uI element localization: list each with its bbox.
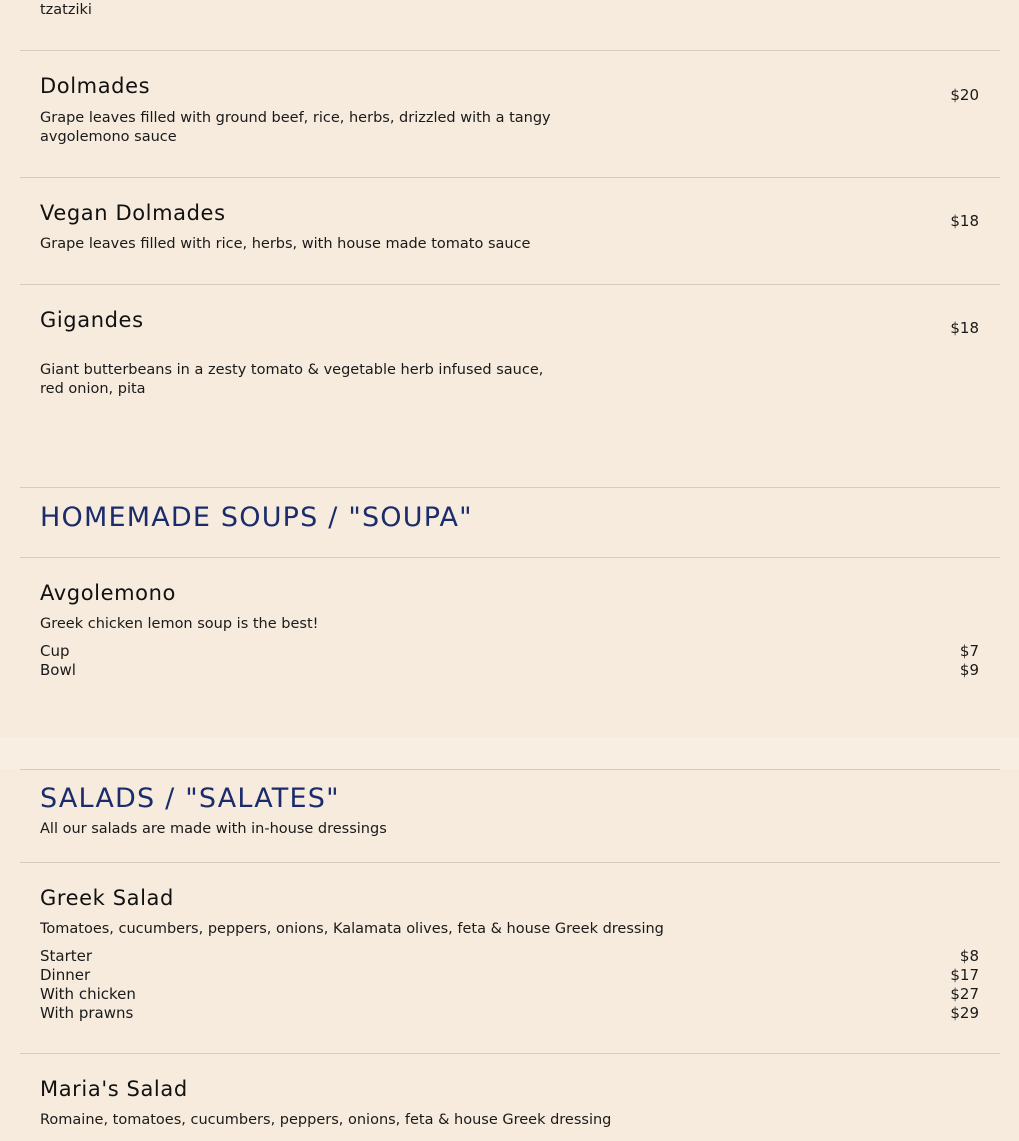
menu-item-description: Grape leaves filled with ground beef, rice, herbs, drizzled with a tangy avgolemono sauce xyxy=(40,110,551,145)
menu-item-title: Avgolemono xyxy=(40,581,176,605)
option-price: $29 xyxy=(950,1004,979,1022)
option-price: $9 xyxy=(959,661,979,679)
option-label: Starter xyxy=(40,947,93,965)
menu-item-description: Grape leaves filled with rice, herbs, with house made tomato sauce xyxy=(40,236,531,252)
section-heading-soups: HOMEMADE SOUPS / "SOUPA" xyxy=(40,502,473,533)
menu-item-title: Gigandes xyxy=(40,308,144,332)
option-label: With prawns xyxy=(40,1004,134,1022)
menu-item-description: Greek chicken lemon soup is the best! xyxy=(40,616,319,632)
menu-item-description: Tomatoes, cucumbers, peppers, onions, Kalamata olives, feta & house Greek dressing xyxy=(40,921,664,937)
item-description-partial: tzatziki xyxy=(40,2,92,18)
menu-item-title: Maria's Salad xyxy=(40,1077,188,1101)
option-price: $17 xyxy=(950,966,979,984)
option-label: Dinner xyxy=(40,966,91,984)
section-heading-salads: SALADS / "SALATES" xyxy=(40,783,340,814)
divider xyxy=(20,769,1000,770)
option-label: With chicken xyxy=(40,985,136,1003)
menu-item-title: Greek Salad xyxy=(40,886,174,910)
menu-item-title: Vegan Dolmades xyxy=(40,201,226,225)
option-label: Bowl xyxy=(40,661,76,679)
menu-item-price: $18 xyxy=(950,212,979,230)
menu-item-avgolemono xyxy=(0,558,1019,708)
menu-item-description: Giant butterbeans in a zesty tomato & vegetable herb infused sauce, red onion, pita xyxy=(40,362,544,397)
menu-item-dolmades xyxy=(0,51,1019,177)
menu-item-marias-salad xyxy=(0,1054,1019,1141)
menu-item-price: $20 xyxy=(950,86,979,104)
option-label: Cup xyxy=(40,642,70,660)
menu-item-gigandes xyxy=(0,285,1019,487)
menu-item-description: Romaine, tomatoes, cucumbers, peppers, onions, feta & house Greek dressing xyxy=(40,1112,612,1128)
section-spacer xyxy=(0,737,1019,769)
divider xyxy=(20,487,1000,488)
menu-item-greek-salad xyxy=(0,863,1019,1053)
option-price: $7 xyxy=(959,642,979,660)
menu-item-price: $18 xyxy=(950,319,979,337)
option-price: $8 xyxy=(959,947,979,965)
option-price: $27 xyxy=(950,985,979,1003)
menu-item-title: Dolmades xyxy=(40,74,151,98)
section-subtitle: All our salads are made with in-house dressings xyxy=(40,821,387,837)
menu-item-vegan-dolmades xyxy=(0,178,1019,284)
